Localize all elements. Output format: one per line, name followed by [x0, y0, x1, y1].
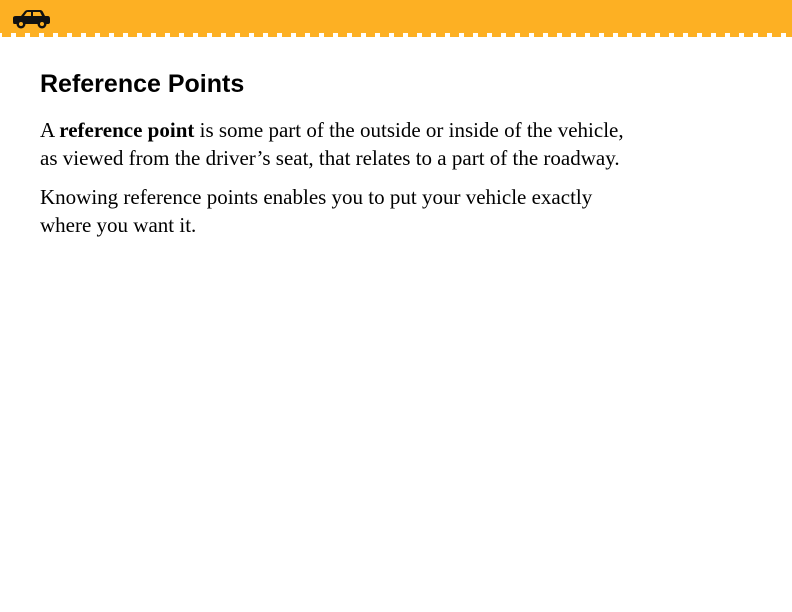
slide-title: Reference Points [40, 70, 245, 98]
header-band-dash [2, 33, 11, 37]
header-band-dash [632, 33, 641, 37]
header-band-dash [758, 33, 767, 37]
header-band-dash [702, 33, 711, 37]
header-band-dash [674, 33, 683, 37]
header-band-dash [338, 33, 347, 37]
header-band-dash [422, 33, 431, 37]
header-band-dash [436, 33, 445, 37]
header-band-dash [156, 33, 165, 37]
header-band-dash [170, 33, 179, 37]
definition-prefix: A [40, 118, 60, 142]
header-band-dash [520, 33, 529, 37]
header-band-dash [604, 33, 613, 37]
header-band-dash [660, 33, 669, 37]
header-band-dash [16, 33, 25, 37]
header-band-dash [534, 33, 543, 37]
definition-term: reference point [59, 118, 195, 142]
header-band-dash [296, 33, 305, 37]
header-band-dash [324, 33, 333, 37]
header-band-dash [408, 33, 417, 37]
header-band-dash [268, 33, 277, 37]
header-band-dash [86, 33, 95, 37]
header-band-dash [618, 33, 627, 37]
header-band-dash [352, 33, 361, 37]
header-band-dash [30, 33, 39, 37]
header-band-dash [44, 33, 53, 37]
car-icon [10, 8, 52, 30]
header-band-dash [366, 33, 375, 37]
header-band-dash [226, 33, 235, 37]
header-band-shape [0, 0, 792, 40]
header-band-dash [772, 33, 781, 37]
header-band-dash [72, 33, 81, 37]
header-band-dash [142, 33, 151, 37]
header-band-dash [58, 33, 67, 37]
header-band-dash [786, 33, 792, 37]
header-band-dash [716, 33, 725, 37]
header-band-dash [128, 33, 137, 37]
header-band-dash [240, 33, 249, 37]
header-band-dash [506, 33, 515, 37]
header-band-dash [744, 33, 753, 37]
header-band-dash [184, 33, 193, 37]
header-band-dash [394, 33, 403, 37]
header-band-dash [562, 33, 571, 37]
header-band-dash [100, 33, 109, 37]
definition-rest: is some part of the outside or inside of the vehicle, as viewed from the driver’s seat, that relates to a part of the roadway. [40, 118, 624, 170]
header-band-dash [590, 33, 599, 37]
header-band-dash [464, 33, 473, 37]
header-band-dash [576, 33, 585, 37]
header-band-dash [310, 33, 319, 37]
paragraph-definition [40, 116, 640, 172]
header-band-dash [450, 33, 459, 37]
header-band-dash [212, 33, 221, 37]
header-band-dash [548, 33, 557, 37]
header-band-dash [254, 33, 263, 37]
header-band-dash [646, 33, 655, 37]
header-band-dash [730, 33, 739, 37]
header-band-dash [114, 33, 123, 37]
header-band-dash [492, 33, 501, 37]
header-band-dash [688, 33, 697, 37]
header-band [0, 0, 792, 40]
header-band-dash [282, 33, 291, 37]
slide-content [40, 68, 640, 250]
header-band-dash [478, 33, 487, 37]
header-band-dash [380, 33, 389, 37]
paragraph-benefit: Knowing reference points enables you to put your vehicle exactly where you want it. [40, 185, 593, 237]
header-band-dash [198, 33, 207, 37]
